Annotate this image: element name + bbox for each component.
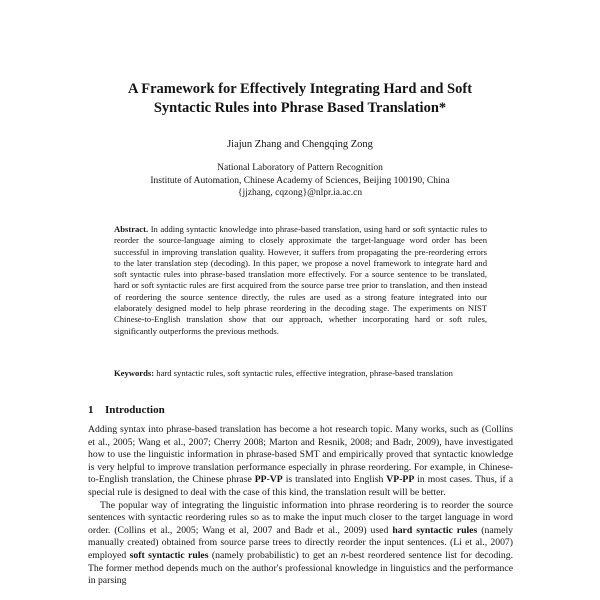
intro-term-soft-rules: soft syntactic rules [129, 549, 209, 561]
keywords [114, 368, 487, 379]
affiliation [0, 162, 600, 200]
section-title: Introduction [105, 404, 165, 416]
intro-p1-text-a: Adding syntax into phrase-based translation has become a hot research topic. Many works, such as (Collins et al., 2005; Wang et al., 2007; Cherry 2008; Marton and Resnik, 2008; and Badr, 2009), have investigated how to use the linguistic information in phrase-based SMT and empirically proved that syntactic knowledge is very helpful to improve translation performance especially in phrase reordering. For example, in Chinese-to-English translation, the Chinese phrase [88, 424, 513, 486]
intro-paragraph-1 [88, 424, 513, 500]
title-footnote-mark: * [438, 100, 447, 116]
intro-p2-text-c: (namely probabilistic) to get an [211, 549, 338, 561]
intro-term-pp-vp: PP-VP [254, 474, 283, 486]
section-heading-introduction [88, 403, 165, 417]
intro-p2-text-d: -best reordered sentence list for decoding. The former method depends much on the author's professional knowledge in linguistics and the performance in parsing [88, 549, 514, 587]
intro-term-vp-pp: VP-PP [386, 474, 415, 486]
intro-p1-text-b: is translated into English [285, 474, 384, 486]
title-line-2-text: Syntactic Rules into Phrase Based Translation [153, 100, 439, 116]
abstract-text: In adding syntactic knowledge into phrase-based translation, using hard or soft syntactic rules to reorder the source-language aiming to closely approximate the target-language word order has been successful in improving translation quality. However, it suffers from propagating the pre-reordering errors to the later translation step (decoding). In this paper, we propose a novel framework to integrate hard and soft syntactic rules into phrase-based translation more effectively. For a source sentence to be translated, hard or soft syntactic rules are first acquired from the source parse tree prior to translation, and then instead of reordering the source sentence directly, the rules are used as a strong feature integrated into our elaborately designed model to help phrase reordering in the decoding stage. The experiments on NIST Chinese-to-English translation show that our approach, whether incorporating hard or soft rules, significantly outperforms the previous methods. [114, 224, 487, 336]
abstract [114, 224, 487, 337]
intro-p2-text-a: The popular way of integrating the linguistic information into phrase reordering is to reorder the source sentences with syntactic reordering rules so as to make the input much closer to the target language in word order. (Collins et al., 2005; Wang et al, 2007 and Badr et al., 2009) used [88, 499, 513, 536]
intro-n-symbol: n [340, 549, 346, 561]
title-line-1: A Framework for Effectively Integrating Hard and Soft [127, 81, 473, 97]
intro-paragraph-2 [88, 500, 513, 588]
introduction-body [88, 424, 513, 588]
title-line-2 [60, 99, 540, 118]
author-list: Jiajun Zhang and Chengqing Zong [227, 139, 373, 150]
affiliation-line-2: Institute of Automation, Chinese Academy of Sciences, Beijing 100190, China [150, 175, 450, 186]
keywords-text: hard syntactic rules, soft syntactic rules, effective integration, phrase-based translation [156, 368, 453, 378]
intro-p2-text-b: (namely manually created) obtained from source parse trees to directly reorder the input sentences. (Li et al., 2007) employed [88, 524, 514, 561]
section-number: 1 [88, 404, 94, 416]
intro-p1-text-c: in most cases. Thus, if a special rule is designed to deal with the case of this kind, the translation result will be better. [88, 474, 514, 498]
keywords-label: Keywords: [114, 368, 155, 378]
paper-title [60, 80, 540, 118]
author-email: {jjzhang, cqzong}@nlpr.ia.ac.cn [237, 188, 363, 198]
affiliation-line-1: National Laboratory of Pattern Recognition [217, 163, 383, 173]
intro-term-hard-rules: hard syntactic rules [392, 524, 478, 536]
abstract-label: Abstract. [114, 224, 149, 234]
